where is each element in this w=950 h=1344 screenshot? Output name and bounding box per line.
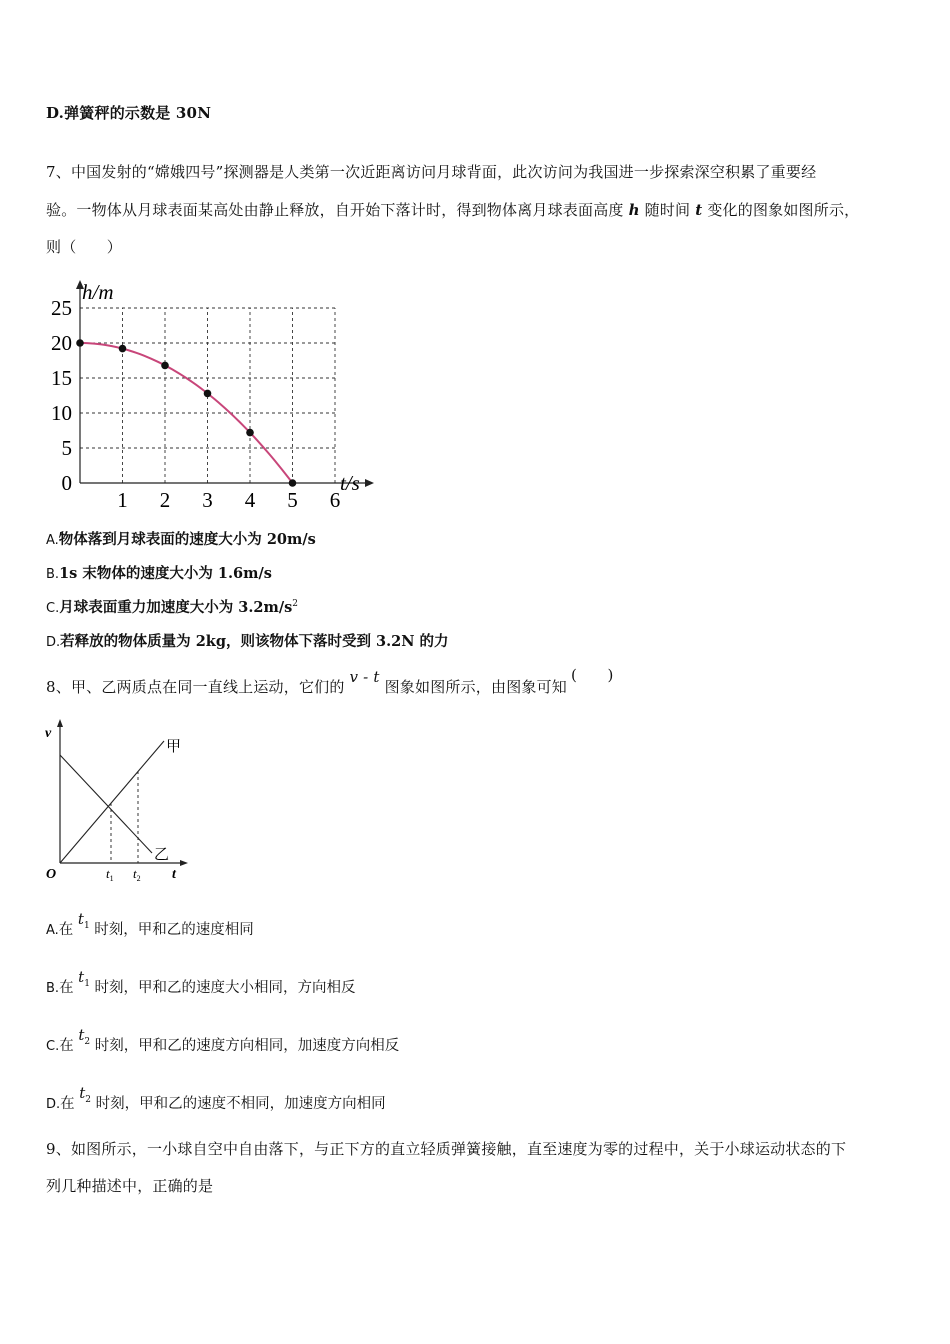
q7-text-line1: 7、中国发射的“嫦娥四号”探测器是人类第一次近距离访问月球背面，此次访问为我国进一步探索深空积累了重要经 [46, 163, 817, 181]
q8-text [46, 666, 614, 697]
q9-text-line1: 9、如图所示，一小球自空中自由落下，与正下方的直立轻质弹簧接触，直至速度为零的过程中，关于小球运动状态的下 [46, 1140, 847, 1158]
data-points [76, 339, 296, 487]
option-text: 在 [58, 922, 78, 938]
option-symbol: $t_1$ [78, 968, 90, 989]
data-point [161, 362, 169, 370]
option-text: 在 [59, 980, 79, 996]
option-text: 若释放的物体质量为 2kg，则该物体下落时受到 3.2N 的力 [60, 633, 449, 650]
option-label: B. [46, 567, 60, 582]
y-tick-label: 0 [61, 471, 72, 495]
t2-label: $t_2$ [133, 866, 141, 883]
option-text: 在 [59, 1038, 79, 1054]
q7-text-line3: 则（ ） [46, 238, 123, 256]
option-text: 1s 末物体的速度大小为 1.6m/s [59, 565, 272, 582]
option-label: C. [46, 601, 60, 616]
data-point [246, 429, 254, 437]
jia-label: 甲 [166, 737, 182, 755]
q8-vt-symbol: v - t [349, 668, 380, 686]
option-symbol: $t_1$ [77, 910, 90, 931]
y-tick-label: 5 [61, 436, 72, 460]
option-label: A. [46, 533, 59, 548]
option-symbol: $t_2$ [79, 1084, 92, 1105]
q8-option-b[interactable] [46, 968, 356, 999]
q7-text-part: 变化的图象如图所示， [702, 201, 860, 219]
q8-answer-paren: ( ) [571, 666, 614, 684]
option-text: 物体落到月球表面的速度大小为 20m/s [58, 531, 316, 548]
x-tick-label: 1 [117, 488, 128, 512]
q7-option-a[interactable] [46, 528, 316, 549]
option-text: 时刻，甲和乙的速度相同 [89, 922, 254, 938]
y-axis-arrow [57, 719, 63, 727]
y-tick-label: 20 [51, 331, 72, 355]
q6-option-d: D.弹簧秤的示数是 30N [46, 104, 212, 122]
y-axis-label: h/m [82, 280, 114, 304]
v-label: v [45, 726, 52, 741]
vt-graph [40, 715, 200, 890]
option-symbol: $t_2$ [78, 1026, 91, 1047]
q8-text-part: 8、甲、乙两质点在同一直线上运动，它们的 [46, 678, 350, 696]
superscript: 2 [292, 599, 299, 610]
x-axis-arrow [180, 860, 188, 866]
option-label: D. [46, 1097, 61, 1112]
x-axis-label: t/s [340, 471, 360, 495]
x-axis-arrow [365, 479, 374, 487]
option-text: 时刻，甲和乙的速度不相同，加速度方向相同 [91, 1096, 386, 1112]
data-point [289, 479, 297, 487]
q7-text-part: 验。一物体从月球表面某高处由静止释放，自开始下落计时，得到物体离月球表面高度 [46, 201, 629, 219]
line-jia [60, 741, 164, 863]
yi-label: 乙 [154, 845, 170, 863]
x-tick-label: 5 [287, 488, 298, 512]
q8-text-part: 图象如图所示，由图象可知 [379, 678, 567, 696]
y-tick-label: 15 [51, 366, 72, 390]
x-tick-label: 4 [244, 488, 256, 512]
data-point [204, 390, 212, 398]
t-label: t [172, 867, 176, 882]
x-tick-label: 6 [329, 488, 341, 512]
o-label: O [46, 867, 57, 882]
q7-var-h: h [628, 201, 640, 219]
q7-text-part: 随时间 [639, 201, 696, 219]
data-point [119, 345, 127, 353]
y-tick-labels [51, 296, 72, 495]
option-label: A. [46, 923, 59, 938]
q8-option-d[interactable] [46, 1084, 386, 1115]
option-label: B. [46, 981, 60, 996]
option-label: D. [46, 635, 61, 650]
height-time-chart [40, 275, 380, 515]
option-label: C. [46, 1039, 60, 1054]
x-tick-labels [117, 488, 340, 512]
x-tick-label: 2 [159, 488, 171, 512]
q8-option-a[interactable] [46, 910, 254, 941]
q8-option-c[interactable] [46, 1026, 400, 1057]
option-text: 月球表面重力加速度大小为 3.2m/s [59, 599, 293, 616]
q7-text-line2 [46, 199, 859, 220]
t1-label: $t_1$ [106, 866, 114, 883]
q9-text-line2: 列几种描述中，正确的是 [46, 1177, 214, 1195]
q7-option-d[interactable] [46, 630, 449, 651]
option-text: 时刻，甲和乙的速度方向相同，加速度方向相反 [90, 1038, 400, 1054]
q7-option-b[interactable] [46, 562, 272, 583]
q7-option-c[interactable] [46, 596, 298, 617]
x-tick-label: 3 [202, 488, 213, 512]
option-text: 时刻，甲和乙的速度大小相同，方向相反 [89, 980, 356, 996]
data-point [76, 339, 84, 347]
option-text: 在 [60, 1096, 80, 1112]
q7-var-t: t [695, 201, 703, 219]
y-tick-label: 25 [51, 296, 72, 320]
y-tick-label: 10 [51, 401, 72, 425]
